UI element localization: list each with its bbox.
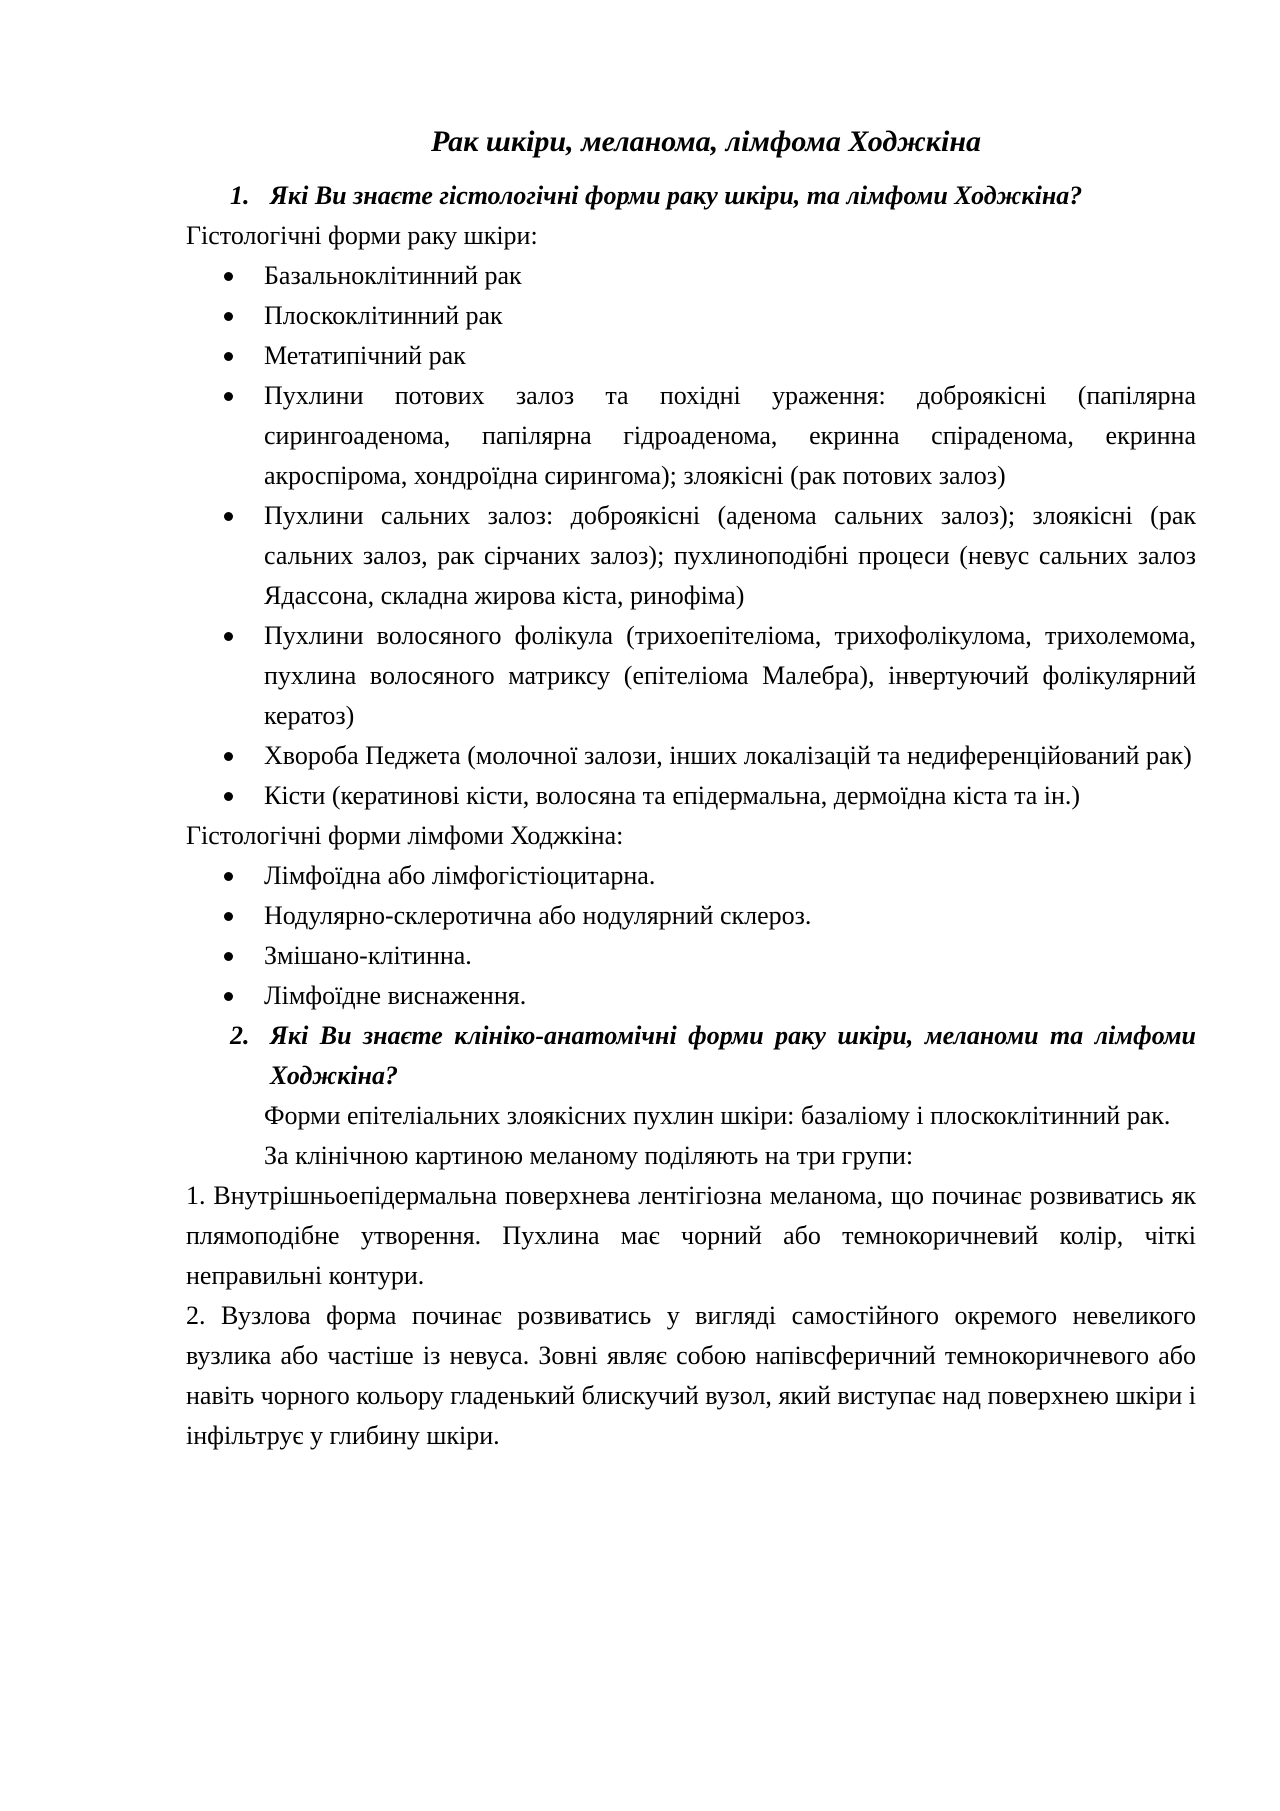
question-1-text: Які Ви знаєте гістологічні форми раку шкіри, та лімфоми Ходжкіна? (270, 181, 1083, 210)
document-page (186, 118, 1196, 1456)
list-item: Змішано-клітинна. (186, 936, 1196, 976)
bullet-icon (224, 352, 233, 361)
list-item: Лімфоїдна або лімфогістіоцитарна. (186, 856, 1196, 896)
bullet-icon (224, 952, 233, 961)
hodgkin-forms-list (186, 856, 1196, 1016)
bullet-icon (224, 392, 233, 401)
bullet-icon (224, 272, 233, 281)
question-2 (186, 1016, 1196, 1096)
melanoma-group-1-paragraph: 1. Внутрішньоепідермальна поверхнева лентігіозна меланома, що починає розвиватись як плямоподібне утворення. Пухлина має чорний або темнокоричневий колір, чіткі неправильні контури. (186, 1181, 1196, 1290)
list-item: Плоскоклітинний рак (186, 296, 1196, 336)
list-item: Пухлини волосяного фолікула (трихоепітеліома, трихофолікулома, трихолемома, пухлина волосяного матриксу (епітеліома Малебра), інвертуючий фолікулярний кератоз) (186, 616, 1196, 736)
question-1-number: 1. (230, 181, 250, 210)
bullet-icon (224, 792, 233, 801)
question-2-text: Які Ви знаєте клініко-анатомічні форми раку шкіри, меланоми та лімфоми Ходжкіна? (270, 1021, 1196, 1090)
bullet-icon (224, 512, 233, 521)
list-item: Лімфоїдне виснаження. (186, 976, 1196, 1016)
epithelial-forms-paragraph: Форми епітеліальних злоякісних пухлин шкіри: базаліому і плоскоклітинний рак. (264, 1101, 1171, 1130)
document-title: Рак шкіри, меланома, лімфома Ходжкіна (430, 125, 981, 158)
list-item: Кісти (кератинові кісти, волосяна та епідермальна, дермоїдна кіста та ін.) (186, 776, 1196, 816)
list-item: Базальноклітинний рак (186, 256, 1196, 296)
hodgkin-heading: Гістологічні форми лімфоми Ходжкіна: (186, 821, 624, 850)
bullet-icon (224, 312, 233, 321)
melanoma-groups-paragraph: За клінічною картиною меланому поділяють на три групи: (264, 1141, 914, 1170)
bullet-icon (224, 752, 233, 761)
list-item: Хвороба Педжета (молочної залози, інших локалізацій та недиференційований рак) (186, 736, 1196, 776)
list-item: Метатипічний рак (186, 336, 1196, 376)
question-2-number: 2. (230, 1021, 250, 1050)
skin-cancer-heading: Гістологічні форми раку шкіри: (186, 221, 538, 250)
question-1 (186, 176, 1196, 216)
list-item: Пухлини потових залоз та похідні ураження: доброякісні (папілярна сирингоаденома, папілярна гідроаденома, екринна спіраденома, екринна акроспірома, хондроїдна сирингома); злоякісні (рак потових залоз) (186, 376, 1196, 496)
bullet-icon (224, 872, 233, 881)
bullet-icon (224, 992, 233, 1001)
bullet-icon (224, 912, 233, 921)
skin-cancer-forms-list (186, 256, 1196, 816)
list-item: Нодулярно-склеротична або нодулярний склероз. (186, 896, 1196, 936)
list-item: Пухлини сальних залоз: доброякісні (аденома сальних залоз); злоякісні (рак сальних залоз, рак сірчаних залоз); пухлиноподібні процеси (невус сальних залоз Ядассона, складна жирова кіста, ринофіма) (186, 496, 1196, 616)
bullet-icon (224, 632, 233, 641)
melanoma-group-2-paragraph: 2. Вузлова форма починає розвиватись у вигляді самостійного окремого невеликого вузлика або частіше із невуса. Зовні являє собою напівсферичний темнокоричневого або навіть чорного кольору гладенький блискучий вузол, який виступає над поверхнею шкіри і інфільтрує у глибину шкіри. (186, 1301, 1196, 1450)
